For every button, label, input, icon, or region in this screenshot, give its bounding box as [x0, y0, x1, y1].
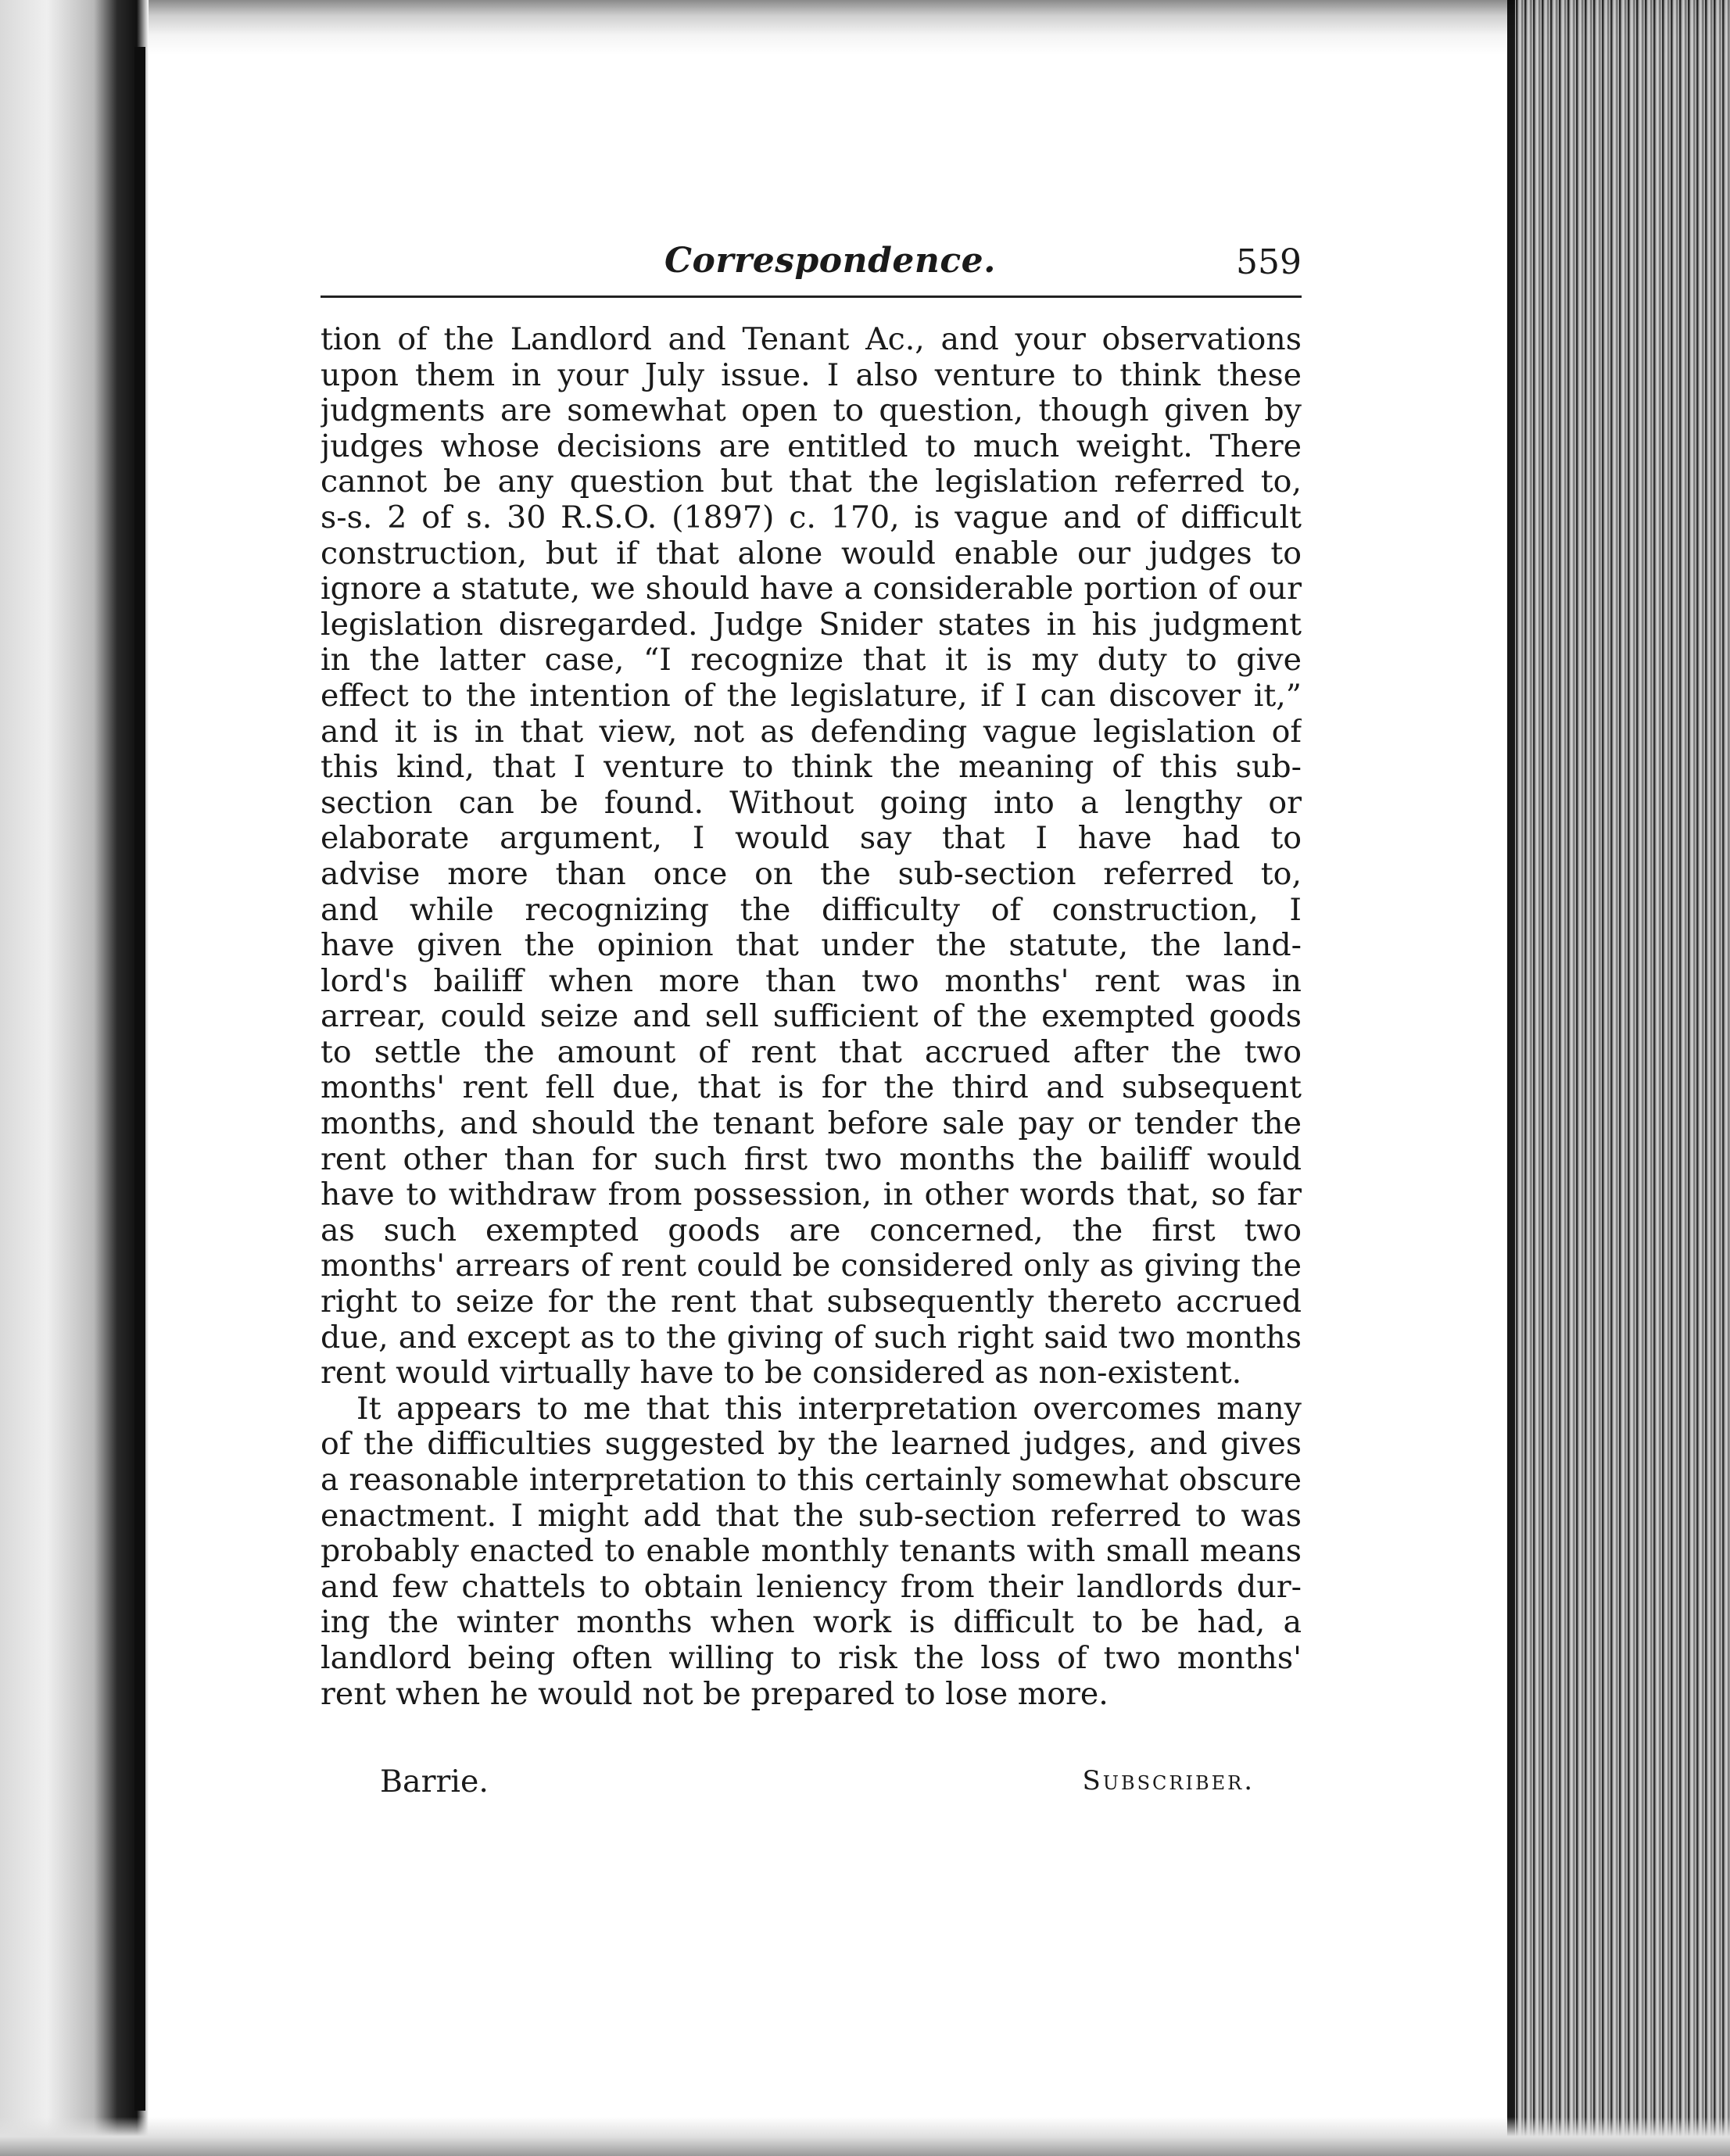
text-line: cannot be any question but that the legislation referred to,	[321, 464, 1302, 500]
text-line: landlord being often willing to risk the loss of two months'	[321, 1640, 1302, 1676]
text-line: to settle the amount of rent that accrued after the two	[321, 1034, 1302, 1070]
text-line: this kind, that I venture to think the meaning of this sub-	[321, 750, 1302, 786]
scan-bottom-edge	[0, 2117, 1730, 2156]
signature: Subscriber.	[1082, 1765, 1255, 1796]
text-line: effect to the intention of the legislature, if I can discover it,”	[321, 678, 1302, 714]
book-binding	[0, 0, 149, 2156]
text-line: rent other than for such first two months the bailiff would	[321, 1141, 1302, 1177]
gutter-shadow	[134, 47, 145, 2111]
place-name: Barrie.	[380, 1764, 489, 1800]
text-line: of the difficulties suggested by the learned judges, and gives	[321, 1427, 1302, 1463]
text-line: ing the winter months when work is difficult to be had, a	[321, 1605, 1302, 1641]
text-line: rent would virtually have to be considered as non-existent.	[321, 1356, 1242, 1391]
text-line: legislation disregarded. Judge Snider states in his judgment	[321, 607, 1302, 643]
text-line: and it is in that view, not as defending vague legislation of	[321, 714, 1302, 750]
text-line: advise more than once on the sub-section referred to,	[321, 856, 1302, 892]
header-rule	[321, 295, 1302, 298]
text-line: have given the opinion that under the statute, the land-	[321, 928, 1302, 964]
text-line: It appears to me that this interpretation overcomes many	[356, 1391, 1302, 1427]
text-line: months, and should the tenant before sale pay or tender the	[321, 1106, 1302, 1142]
text-line: and few chattels to obtain leniency from their landlords dur-	[321, 1569, 1302, 1605]
text-line: upon them in your July issue. I also venture to think these	[321, 357, 1302, 393]
text-line: in the latter case, “I recognize that it is my duty to give	[321, 643, 1302, 679]
signoff	[321, 1764, 1302, 1810]
text-line: judges whose decisions are entitled to much weight. There	[321, 428, 1302, 464]
text-line: probably enacted to enable monthly tenants with small means	[321, 1534, 1302, 1570]
text-line: elaborate argument, I would say that I have had to	[321, 821, 1302, 857]
page-edges	[1507, 0, 1730, 2156]
text-line: judgments are somewhat open to question, though given by	[321, 393, 1302, 429]
text-line: months' arrears of rent could be considered only as giving the	[321, 1248, 1302, 1284]
paragraph	[321, 322, 1302, 1391]
page-header	[321, 235, 1302, 297]
text-line: and while recognizing the difficulty of construction, I	[321, 892, 1302, 928]
text-line: construction, but if that alone would enable our judges to	[321, 535, 1302, 571]
text-line: s-s. 2 of s. 30 R.S.O. (1897) c. 170, is vague and of difficult	[321, 500, 1302, 535]
text-line: lord's bailiff when more than two months' rent was in	[321, 963, 1302, 999]
text-line: a reasonable interpretation to this certainly somewhat obscure	[321, 1463, 1302, 1498]
letter-body	[321, 322, 1302, 1712]
text-line: months' rent fell due, that is for the third and subsequent	[321, 1070, 1302, 1106]
text-line: ignore a statute, we should have a considerable portion of our	[321, 571, 1302, 607]
text-line: enactment. I might add that the sub-section referred to was	[321, 1498, 1302, 1534]
text-line: section can be found. Without going into a lengthy or	[321, 785, 1302, 821]
scan-top-edge	[0, 0, 1730, 55]
page-number: 559	[1236, 242, 1302, 282]
text-line: rent when he would not be prepared to lose more.	[321, 1676, 1109, 1712]
running-head: Correspondence.	[664, 241, 996, 281]
text-line: arrear, could seize and sell sufficient of the exempted goods	[321, 999, 1302, 1035]
text-line: tion of the Landlord and Tenant Ac., and your observations	[321, 322, 1302, 357]
text-line: as such exempted goods are concerned, the first two	[321, 1212, 1302, 1248]
text-line: have to withdraw from possession, in other words that, so far	[321, 1177, 1302, 1213]
paragraph	[321, 1391, 1302, 1712]
text-line: right to seize for the rent that subsequently thereto accrued	[321, 1284, 1302, 1320]
text-line: due, and except as to the giving of such right said two months	[321, 1320, 1302, 1356]
